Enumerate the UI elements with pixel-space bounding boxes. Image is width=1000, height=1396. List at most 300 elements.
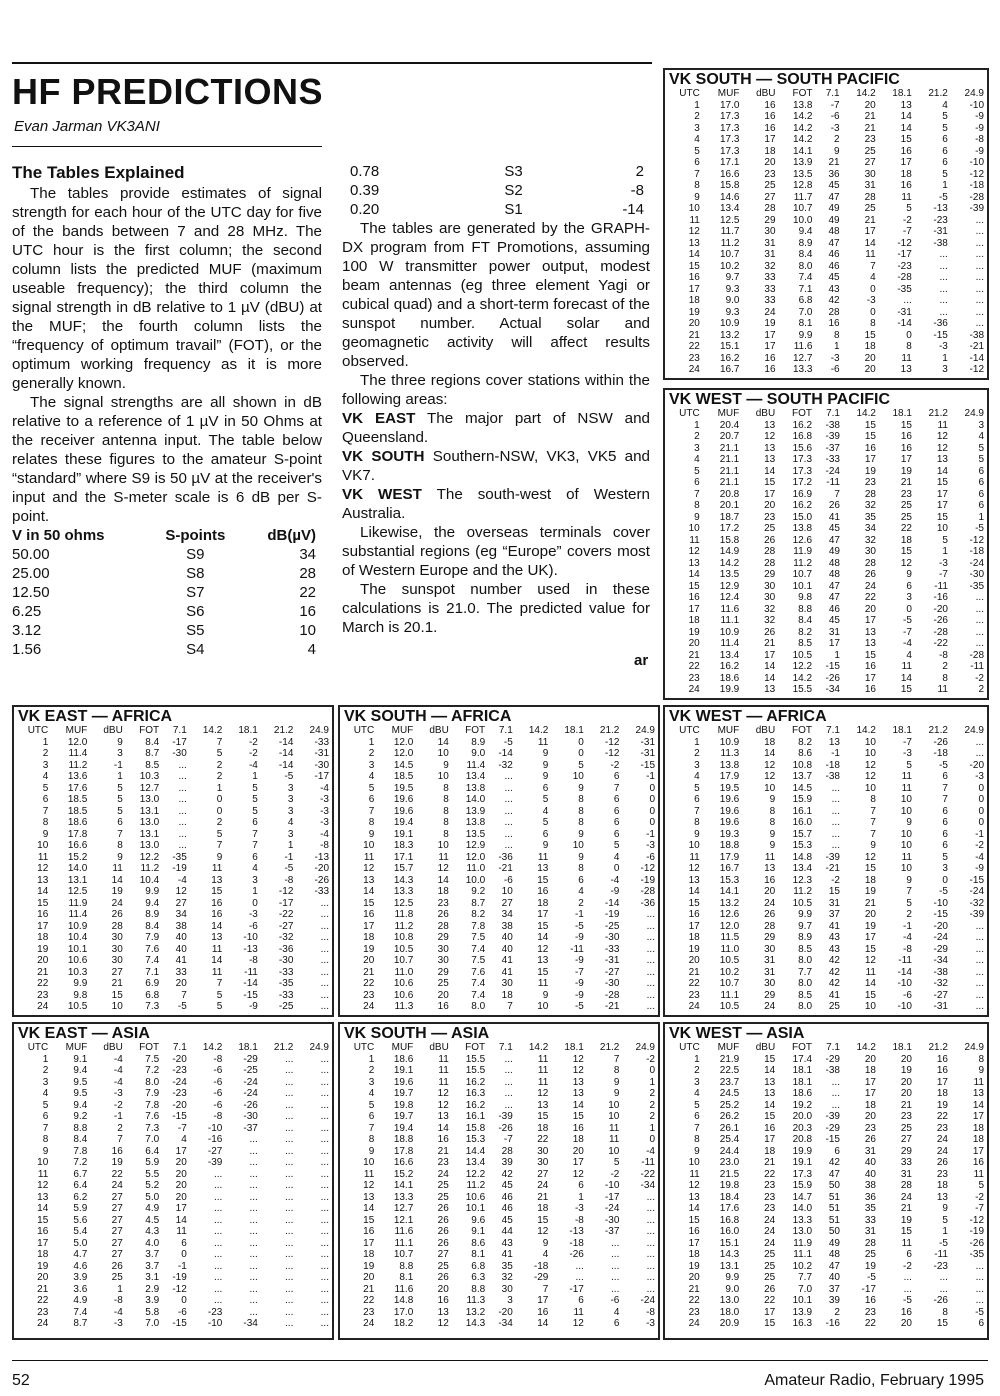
- table-cell: -26: [933, 736, 948, 748]
- table-cell: -38: [969, 329, 984, 341]
- table-cell: 13: [900, 364, 912, 375]
- table-cell: 21: [688, 966, 700, 978]
- table-cell: 9.0: [471, 748, 486, 759]
- table-cell: 9: [578, 782, 584, 794]
- table-cell: 11: [537, 736, 549, 748]
- table-cell: -12: [969, 1214, 984, 1226]
- table-cell: 12.9: [465, 840, 486, 851]
- table-cell: 24: [688, 684, 700, 695]
- table-cell: 43: [828, 943, 840, 955]
- table-header-row: [665, 725, 987, 737]
- table-cell: 3: [694, 1076, 700, 1088]
- table-cell: -33: [314, 886, 329, 897]
- table-cell: 11.7: [720, 226, 740, 237]
- table-cell: 11: [901, 851, 912, 863]
- column-header: 21.2: [599, 725, 620, 736]
- table-cell: 23.0: [719, 1157, 740, 1168]
- table-cell: 30: [111, 932, 123, 943]
- table-cell: 0: [649, 1134, 655, 1145]
- column-header: 7.1: [825, 88, 840, 99]
- spoint-rows: [12, 545, 322, 659]
- table-cell: 10.9: [67, 920, 88, 932]
- table-cell: -29: [533, 1272, 549, 1283]
- table-cell: 0: [978, 782, 984, 794]
- table-cell: 4: [978, 431, 984, 442]
- table-cell: -15: [243, 989, 258, 1001]
- table-cell: 16: [688, 1226, 700, 1237]
- table-cell: 1: [694, 99, 700, 111]
- prediction-table: [665, 1042, 987, 1330]
- table-cell: 13.6: [67, 771, 88, 782]
- table-cell: 18: [900, 168, 912, 180]
- paragraph-5: Likewise, the overseas terminals cover substantial regions (eg “Europe” covers most of Western Europe and the UK).: [342, 524, 650, 579]
- table-row: [665, 748, 987, 760]
- table-cell: -2: [975, 672, 984, 684]
- table-cell: 17.1: [393, 851, 414, 863]
- table-cell: ...: [320, 989, 329, 1001]
- table-cell: 17: [972, 1111, 984, 1122]
- table-cell: 14: [363, 886, 375, 897]
- table-cell: 15: [537, 1111, 549, 1122]
- column-header: 7.1: [498, 1042, 513, 1053]
- table-row: [14, 875, 332, 887]
- table-cell: 15.5: [465, 1053, 486, 1065]
- table-cell: ...: [975, 736, 984, 748]
- table-cell: ...: [975, 283, 984, 295]
- table-cell: 9.0: [725, 295, 740, 306]
- spoint-cell: 0.20: [350, 201, 380, 218]
- table-cell: 7.5: [471, 955, 486, 966]
- table-cell: 8: [42, 817, 49, 828]
- table-cell: 7.9: [145, 932, 160, 943]
- table-cell: -19: [172, 1272, 187, 1283]
- table-cell: 16: [764, 874, 776, 886]
- column-header: 18.1: [892, 88, 912, 99]
- table-cell: 3.9: [73, 1272, 88, 1283]
- table-cell: 16: [363, 1226, 375, 1237]
- table-cell: 44: [501, 1226, 513, 1237]
- table-row: [340, 1249, 658, 1261]
- table-row: [665, 226, 987, 238]
- table-cell: 8.9: [471, 736, 486, 748]
- table-cell: 16: [864, 661, 876, 672]
- table-row: [665, 307, 987, 319]
- table-row: [665, 353, 987, 365]
- table-cell: 6: [613, 1318, 620, 1329]
- table-cell: 23: [900, 1111, 912, 1122]
- table-cell: ...: [975, 920, 984, 932]
- table-cell: 6: [978, 477, 984, 488]
- author-rule: [12, 146, 322, 147]
- table-cell: 19: [936, 1099, 948, 1111]
- table-cell: 5: [117, 782, 123, 794]
- table-cell: 11.1: [793, 1249, 813, 1260]
- table-cell: 4: [613, 1306, 620, 1318]
- table-cell: 17: [537, 909, 549, 920]
- table-cell: 10: [688, 203, 700, 214]
- table-cell: 17.9: [719, 851, 740, 863]
- table-cell: -6: [248, 920, 258, 932]
- table-cell: 8.5: [798, 989, 813, 1001]
- table-cell: 5: [978, 442, 984, 454]
- table-cell: -13: [569, 1226, 584, 1237]
- table-cell: 13.1: [139, 805, 160, 817]
- table-cell: -28: [969, 191, 984, 203]
- table-row: [340, 944, 658, 956]
- table-cell: 20: [572, 1145, 584, 1157]
- table-cell: 38: [501, 920, 513, 932]
- table-cell: 15.7: [393, 863, 414, 874]
- table-cell: 20: [175, 1168, 187, 1180]
- table-cell: 8.7: [73, 1318, 88, 1329]
- table-cell: -7: [903, 626, 912, 638]
- table-cell: ...: [320, 1180, 329, 1191]
- column-header: MUF: [717, 88, 740, 99]
- table-cell: 16: [900, 1306, 912, 1318]
- table-cell: 33: [900, 1157, 912, 1168]
- table-cell: 3: [694, 442, 700, 454]
- table-cell: 18: [764, 145, 776, 157]
- table-cell: 7.4: [471, 989, 486, 1001]
- table-cell: 12: [572, 1065, 584, 1076]
- table-cell: 30: [764, 978, 776, 989]
- spoint-cell: 1.56: [12, 641, 42, 658]
- spoint-cell: S8: [186, 565, 205, 582]
- table-cell: 13.4: [720, 203, 740, 214]
- table-cell: 12: [864, 771, 876, 782]
- table-cell: 6: [542, 828, 549, 840]
- table-cell: 11: [37, 1168, 49, 1180]
- table-cell: 36: [828, 168, 840, 180]
- table-cell: ...: [504, 805, 513, 817]
- prediction-table: [665, 725, 987, 1013]
- column-header: MUF: [717, 408, 740, 419]
- table-cell: 12: [37, 863, 49, 874]
- table-cell: 14: [936, 465, 948, 477]
- table-cell: 11: [901, 352, 912, 364]
- table-cell: -10: [969, 157, 984, 168]
- table-cell: 14: [211, 920, 223, 932]
- table-cell: -6: [177, 1306, 187, 1318]
- spoint-table-part1: [12, 526, 322, 659]
- table-cell: -3: [938, 341, 948, 352]
- table-cell: -19: [640, 874, 655, 886]
- table-cell: -14: [498, 748, 513, 759]
- spoint-row: [12, 583, 322, 602]
- table-cell: 11.0: [394, 966, 414, 978]
- table-cell: 13: [437, 1306, 449, 1318]
- table-cell: 2: [649, 1088, 655, 1099]
- table-cell: 3: [287, 805, 294, 817]
- table-cell: 28: [900, 1180, 912, 1191]
- table-row: [665, 840, 987, 852]
- table-cell: 9: [942, 1203, 948, 1214]
- table-cell: 11: [537, 1076, 549, 1088]
- table-cell: 1: [834, 649, 840, 661]
- table-cell: ...: [178, 759, 187, 771]
- table-cell: 20: [900, 1088, 912, 1099]
- table-cell: ...: [975, 603, 984, 615]
- table-cell: 22: [900, 523, 912, 534]
- table-cell: 2: [834, 134, 840, 145]
- column-header: 7.1: [498, 725, 513, 736]
- table-cell: 23: [764, 511, 776, 523]
- table-cell: -12: [172, 1283, 187, 1295]
- table-cell: 13.0: [139, 794, 160, 805]
- table-cell: -39: [825, 1111, 840, 1122]
- table-cell: 22: [688, 341, 700, 352]
- table-cell: 15: [864, 863, 876, 874]
- table-cell: 46: [828, 260, 840, 272]
- table-cell: 10.9: [719, 626, 740, 638]
- table-cell: 30: [864, 168, 876, 180]
- table-cell: 7: [613, 782, 620, 794]
- table-cell: 19.6: [393, 794, 414, 805]
- table-cell: 7.6: [471, 966, 486, 978]
- table-cell: 17: [688, 603, 700, 615]
- table-cell: 26: [437, 1214, 449, 1226]
- table-cell: 8: [368, 817, 375, 828]
- article-title: HF PREDICTIONS: [12, 71, 324, 112]
- table-cell: 2: [694, 431, 700, 442]
- table-cell: ...: [831, 828, 840, 840]
- table-cell: -28: [640, 886, 655, 897]
- table-cell: 24: [764, 1237, 776, 1249]
- table-cell: 24: [111, 897, 123, 909]
- table-cell: 15: [900, 684, 912, 695]
- table-cell: 11.2: [68, 759, 88, 771]
- table-cell: 13.9: [465, 805, 486, 817]
- table-cell: 16: [936, 1065, 948, 1076]
- table-title: VK SOUTH — SOUTH PACIFIC: [669, 71, 900, 88]
- table-cell: -3: [320, 794, 329, 805]
- table-cell: 17.4: [792, 1053, 813, 1065]
- column-header: 14.2: [202, 1042, 223, 1053]
- spoint-table-part2: [342, 162, 650, 219]
- spoint-header: dB(µV): [267, 527, 316, 544]
- table-cell: 2: [42, 1065, 49, 1076]
- table-cell: 1: [942, 180, 948, 191]
- table-cell: 12.9: [719, 580, 740, 592]
- table-cell: 13.0: [139, 817, 160, 828]
- table-cell: ...: [575, 1260, 584, 1272]
- table-row: [340, 932, 658, 944]
- table-cell: -4: [113, 1306, 123, 1318]
- table-cell: ...: [975, 1260, 984, 1272]
- table-cell: 6: [978, 500, 984, 511]
- table-cell: 4: [42, 1088, 49, 1099]
- table-row: [665, 592, 987, 604]
- table-cell: ...: [320, 1226, 329, 1237]
- table-cell: 19.5: [393, 782, 414, 794]
- table-cell: 49: [828, 214, 840, 226]
- paragraph-1: The tables provide estimates of signal strength for each hour of the UTC day for five of the bands between 7 and 28 MHz. The UTC hour is the first column; the second column lists the predicted MUF (maximum useable frequency); the third column the signal strength in dB relative to 1 µV (dBU) at the MUF; the fourth column lists the “frequency of optimum travail” (FOT), or the optimum working frequency as it is more generally known.: [12, 185, 322, 392]
- table-row: [665, 1134, 987, 1146]
- table-cell: ...: [213, 1168, 223, 1180]
- table-cell: 21: [688, 1283, 700, 1295]
- table-cell: 19.1: [393, 828, 414, 840]
- table-cell: 4: [42, 771, 49, 782]
- table-cell: 19: [864, 886, 876, 897]
- table-cell: -3: [113, 1318, 123, 1329]
- table-cell: -38: [825, 1065, 840, 1076]
- table-cell: -20: [933, 920, 948, 932]
- table-cell: 14.0: [792, 1203, 813, 1214]
- table-row: [340, 1054, 658, 1066]
- table-cell: 18: [864, 874, 876, 886]
- table-cell: 13: [537, 955, 549, 966]
- table-cell: 31: [828, 626, 840, 638]
- table-row: [665, 1307, 987, 1319]
- article-column-1: [12, 162, 322, 659]
- table-cell: 15.8: [465, 1122, 486, 1134]
- table-cell: -5: [574, 1001, 584, 1012]
- table-cell: 13.3: [793, 364, 813, 375]
- table-cell: 41: [501, 966, 513, 978]
- table-cell: 27: [111, 1249, 123, 1260]
- table-cell: ...: [646, 943, 655, 955]
- table-cell: 7: [252, 840, 258, 851]
- table-cell: -10: [243, 932, 258, 943]
- table-cell: ...: [504, 794, 513, 805]
- table-cell: 6: [942, 828, 948, 840]
- table-cell: 14.2: [793, 122, 813, 134]
- column-header: 7.1: [826, 725, 840, 736]
- table-cell: 12: [764, 431, 776, 442]
- table-cell: 16.1: [792, 805, 813, 817]
- table-cell: 9.9: [798, 329, 813, 341]
- table-cell: -17: [569, 1283, 584, 1295]
- table-cell: 13.1: [719, 1260, 740, 1272]
- table-cell: 19: [688, 306, 700, 318]
- table-cell: ...: [285, 1180, 294, 1191]
- table-cell: 7.2: [145, 1065, 160, 1076]
- table-cell: ...: [213, 1283, 223, 1295]
- column-header: 24.9: [635, 725, 655, 736]
- table-row: [665, 431, 987, 443]
- table-cell: 19: [864, 920, 876, 932]
- table-cell: 14: [37, 886, 49, 897]
- table-row: [340, 1065, 658, 1077]
- table-cell: 9.2: [471, 886, 486, 897]
- table-cell: -1: [831, 748, 840, 759]
- table-cell: 17.6: [719, 1203, 740, 1214]
- table-cell: 11: [901, 1237, 912, 1249]
- table-cell: 9: [613, 1088, 620, 1099]
- table-cell: 8.2: [798, 736, 813, 748]
- table-cell: 24: [688, 1001, 700, 1012]
- table-cell: 18: [688, 1249, 700, 1260]
- table-cell: 17: [175, 1145, 187, 1157]
- table-cell: 12.1: [393, 1214, 414, 1226]
- table-cell: ...: [939, 283, 948, 295]
- region-south-text: Southern-NSW, VK3, VK5 and VK7.: [342, 448, 650, 484]
- table-cell: 11: [689, 534, 700, 546]
- spoint-row: [12, 564, 322, 583]
- table-cell: 12: [537, 1226, 549, 1237]
- table-cell: -33: [314, 736, 329, 748]
- table-cell: 3: [942, 364, 948, 375]
- table-cell: 15: [900, 1226, 912, 1237]
- table-row: [665, 1192, 987, 1204]
- table-cell: 14: [111, 874, 123, 886]
- table-cell: 30: [537, 1157, 549, 1168]
- column-header: 18.1: [238, 1042, 258, 1053]
- table-cell: 28: [764, 557, 776, 569]
- table-cell: 17: [764, 1134, 776, 1145]
- table-cell: 7: [181, 989, 187, 1001]
- table-cell: 8.1: [798, 318, 813, 329]
- table-cell: 22.5: [719, 1065, 740, 1076]
- table-row: [665, 295, 987, 307]
- spoint-cell: S6: [186, 603, 205, 620]
- table-cell: 33: [764, 295, 776, 306]
- table-cell: 11: [537, 978, 549, 989]
- table-cell: 2: [834, 1306, 840, 1318]
- table-cell: 28: [501, 1145, 513, 1157]
- table-cell: 8.5: [145, 759, 160, 771]
- table-cell: 23: [363, 989, 375, 1001]
- table-cell: 4: [906, 649, 912, 661]
- table-cell: 16: [437, 1001, 449, 1012]
- table-cell: 16: [764, 111, 776, 122]
- table-cell: 7: [694, 1122, 700, 1134]
- table-cell: 46: [501, 1203, 513, 1214]
- table-cell: -7: [830, 99, 840, 111]
- table-row: [340, 967, 658, 979]
- table-cell: -2: [831, 874, 840, 886]
- table-cell: 5: [942, 168, 948, 180]
- table-cell: 1: [942, 1226, 948, 1237]
- table-cell: ...: [249, 1214, 258, 1226]
- table-cell: -17: [278, 897, 294, 909]
- table-cell: 6: [942, 134, 948, 145]
- table-cell: 11: [363, 1168, 375, 1180]
- table-row: [14, 863, 332, 875]
- table-cell: ...: [320, 1272, 329, 1283]
- table-row: [665, 512, 987, 524]
- table-cell: -9: [975, 111, 984, 122]
- table-cell: 2: [942, 661, 948, 672]
- table-cell: ...: [285, 1272, 294, 1283]
- table-cell: 24: [764, 897, 776, 909]
- table-cell: 17: [864, 226, 876, 237]
- table-cell: 17: [864, 615, 876, 626]
- table-cell: 9.9: [725, 1272, 740, 1283]
- table-cell: 27: [111, 1226, 123, 1237]
- table-cell: 47: [828, 191, 840, 203]
- table-cell: ...: [285, 1088, 294, 1099]
- table-cell: 24: [111, 1180, 123, 1191]
- table-cell: 9.4: [145, 897, 160, 909]
- table-cell: ...: [178, 817, 187, 828]
- column-header: 24.9: [635, 1042, 655, 1053]
- table-cell: 5: [613, 1157, 620, 1168]
- table-cell: 47: [828, 592, 840, 603]
- table-cell: 11: [112, 863, 123, 874]
- table-cell: 6: [578, 1180, 584, 1191]
- table-cell: 10.6: [393, 989, 414, 1001]
- table-cell: 6: [613, 817, 620, 828]
- table-cell: -25: [243, 1065, 258, 1076]
- table-cell: 11: [973, 1168, 984, 1180]
- table-cell: 3: [252, 874, 258, 886]
- spoint-cell: S2: [504, 182, 523, 199]
- table-cell: 9.7: [725, 272, 740, 283]
- table-cell: 21.1: [719, 465, 740, 477]
- table-cell: 26.1: [719, 1122, 740, 1134]
- table-cell: 15.8: [720, 180, 740, 191]
